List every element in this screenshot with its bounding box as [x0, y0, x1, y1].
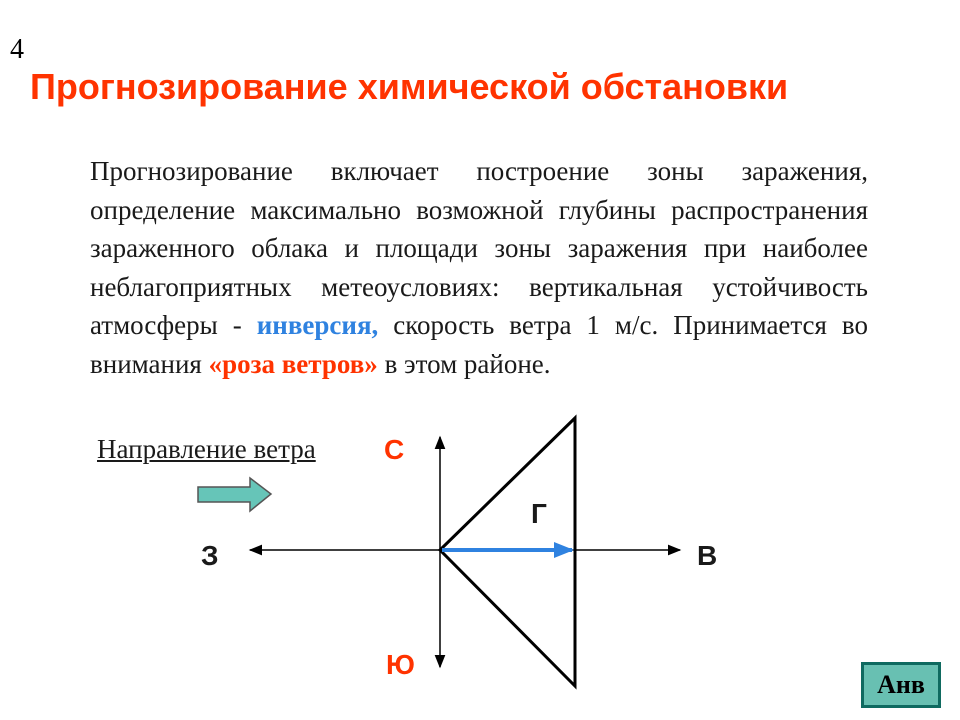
wind-direction-arrow [198, 478, 271, 511]
highlight-wind-rose: «роза ветров» [208, 348, 378, 379]
wind-direction-label: Направление ветра [97, 434, 316, 464]
highlight-inversion: инверсия, [256, 310, 379, 340]
body-text-part-2: скорость ветра 1 м/с. Принимается во внимания [90, 310, 868, 379]
depth-label: Г [531, 498, 547, 529]
body-text-part-1: Прогнозирование включает построение зоны заражения, определение максимально возможной глубины распространения зараженного облака и площади зоны заражения при наиболее неблагоприятных метеоусловиях: вертикальная устойчивость атмосферы - [90, 156, 868, 340]
compass-east: В [697, 540, 718, 571]
compass-west: З [201, 540, 219, 571]
anv-button[interactable]: Анв [861, 662, 941, 708]
compass-north: С [384, 434, 405, 465]
compass-south: Ю [386, 649, 415, 680]
slide-number: 4 [10, 34, 24, 65]
slide-title: Прогнозирование химической обстановки [30, 66, 789, 107]
body-text-part-3: в этом районе. [377, 348, 551, 379]
